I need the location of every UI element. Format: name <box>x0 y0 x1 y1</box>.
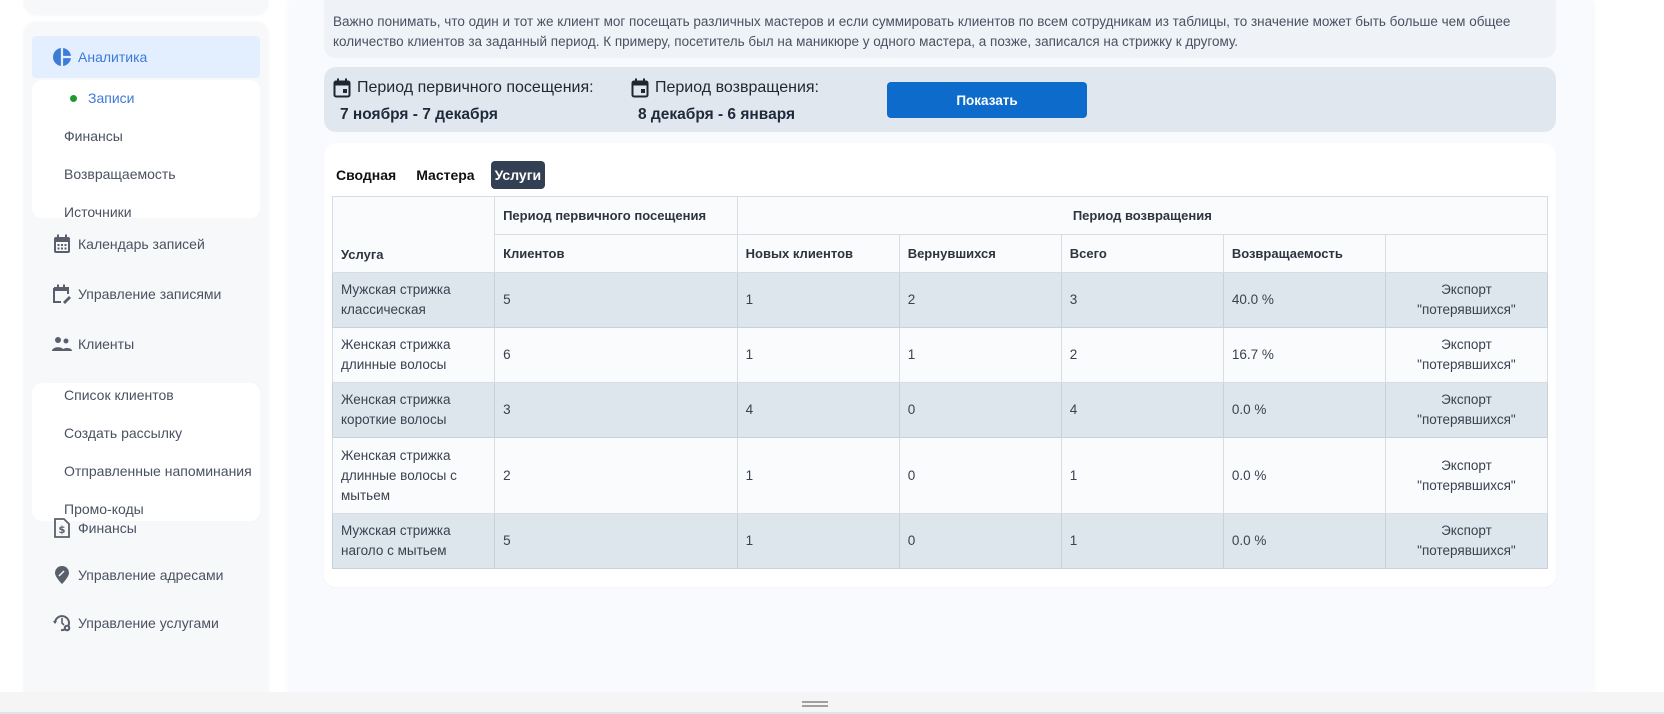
cell-new-clients: 4 <box>737 383 899 438</box>
sidebar-item-label: Управление адресами <box>78 567 224 583</box>
submenu-item-client-list[interactable]: Список клиентов <box>64 387 174 403</box>
column-header-new-clients: Новых клиентов <box>737 235 899 273</box>
export-lost-link[interactable]: Экспорт "потерявшихся" <box>1385 514 1547 569</box>
analytics-submenu <box>32 80 260 218</box>
sidebar-item-analytics[interactable] <box>32 36 260 78</box>
submenu-item-sent-reminders[interactable]: Отправленные напоминания <box>64 463 252 479</box>
drag-handle-icon[interactable] <box>802 701 828 707</box>
first-period-value[interactable]: 7 ноября - 7 декабря <box>340 106 498 123</box>
info-text: Важно понимать, что один и тот же клиент мог посещать различных мастеров и если суммировать клиентов по всем сотрудникам из таблицы, то значение может быть больше чем общее количество клиентов за заданный период. К примеру, посетитель был на маникюре у одного мастера, а позже, записался на стрижку к другому. <box>333 14 1511 49</box>
first-period-filter[interactable] <box>333 77 594 124</box>
first-period-label: Период первичного посещения: <box>357 79 594 96</box>
submenu-item-sources[interactable]: Источники <box>64 204 132 220</box>
calendar-icon <box>52 234 72 254</box>
cell-clients: 3 <box>495 383 738 438</box>
export-lost-link[interactable]: Экспорт "потерявшихся" <box>1385 383 1547 438</box>
clients-submenu <box>32 383 260 521</box>
sidebar-item-services[interactable] <box>32 602 260 644</box>
submenu-item-bookings[interactable] <box>88 88 134 108</box>
cell-service: Женская стрижка длинные волосы с мытьем <box>333 438 495 514</box>
sidebar-item-label: Управление записями <box>78 286 222 302</box>
sidebar-item-clients[interactable] <box>32 323 260 365</box>
cell-new-clients: 1 <box>737 328 899 383</box>
invoice-dollar-icon <box>52 518 72 538</box>
info-notice <box>324 0 1556 58</box>
tab-services[interactable]: Услуги <box>491 161 546 189</box>
column-header-service: Услуга <box>333 197 495 273</box>
column-header-export <box>1385 235 1547 273</box>
cell-returned: 0 <box>899 383 1061 438</box>
column-header-total: Всего <box>1061 235 1223 273</box>
cell-returned: 0 <box>899 514 1061 569</box>
column-header-returned: Вернувшихся <box>899 235 1061 273</box>
pie-chart-icon <box>52 47 72 67</box>
return-period-filter[interactable] <box>631 77 819 124</box>
table-row <box>333 514 1548 569</box>
submenu-item-create-mailing[interactable]: Создать рассылку <box>64 425 183 441</box>
main-content <box>290 0 1592 692</box>
active-dot-icon <box>70 95 77 102</box>
tab-masters[interactable]: Мастера <box>416 167 475 183</box>
submenu-item-promo-codes[interactable]: Промо-коды <box>64 501 144 517</box>
sidebar-top-card <box>24 0 268 14</box>
svg-text:$: $ <box>58 525 66 536</box>
cell-total: 3 <box>1061 273 1223 328</box>
cell-total: 1 <box>1061 438 1223 514</box>
cell-service: Женская стрижка короткие волосы <box>333 383 495 438</box>
sidebar-item-calendar[interactable] <box>32 223 260 265</box>
group-header-first-period: Период первичного посещения <box>495 197 738 235</box>
submenu-item-retention[interactable]: Возвращаемость <box>64 166 176 182</box>
return-period-value[interactable]: 8 декабря - 6 января <box>638 106 796 123</box>
cell-total: 1 <box>1061 514 1223 569</box>
return-period-label: Период возвращения: <box>655 79 819 96</box>
period-filter-bar <box>324 67 1556 132</box>
group-header-return-period: Период возвращения <box>737 197 1547 235</box>
cell-retention: 40.0 % <box>1223 273 1385 328</box>
cell-clients: 2 <box>495 438 738 514</box>
calendar-icon <box>631 78 649 98</box>
sidebar-item-label: Финансы <box>78 520 137 536</box>
export-lost-link[interactable]: Экспорт "потерявшихся" <box>1385 273 1547 328</box>
sidebar-item-label: Управление услугами <box>78 615 219 631</box>
cell-new-clients: 1 <box>737 273 899 328</box>
cell-retention: 0.0 % <box>1223 438 1385 514</box>
table-row <box>333 438 1548 514</box>
cell-total: 4 <box>1061 383 1223 438</box>
tab-summary[interactable]: Сводная <box>336 167 397 183</box>
cell-total: 2 <box>1061 328 1223 383</box>
cell-clients: 6 <box>495 328 738 383</box>
cell-returned: 0 <box>899 438 1061 514</box>
cell-clients: 5 <box>495 514 738 569</box>
bottom-resize-bar[interactable] <box>0 692 1664 714</box>
table-row <box>333 273 1548 328</box>
submenu-item-finance[interactable]: Финансы <box>64 128 123 144</box>
column-header-clients: Клиентов <box>495 235 738 273</box>
sidebar-item-label: Аналитика <box>78 49 148 65</box>
cell-service: Мужская стрижка классическая <box>333 273 495 328</box>
cell-clients: 5 <box>495 273 738 328</box>
cell-returned: 1 <box>899 328 1061 383</box>
report-tabs <box>332 161 557 189</box>
location-pin-icon <box>52 565 72 585</box>
sidebar-item-addresses[interactable] <box>32 554 260 596</box>
cell-new-clients: 1 <box>737 514 899 569</box>
sidebar-item-manage-bookings[interactable] <box>32 273 260 315</box>
cell-retention: 0.0 % <box>1223 383 1385 438</box>
sidebar-item-label: Календарь записей <box>78 236 205 252</box>
submenu-label: Записи <box>88 90 135 106</box>
report-card <box>324 143 1556 587</box>
cell-new-clients: 1 <box>737 438 899 514</box>
sidebar <box>0 0 290 692</box>
table-row <box>333 328 1548 383</box>
sidebar-nav-card <box>24 22 268 712</box>
column-header-retention: Возвращаемость <box>1223 235 1385 273</box>
sidebar-item-label: Клиенты <box>78 336 135 352</box>
cell-service: Мужская стрижка наголо с мытьем <box>333 514 495 569</box>
history-gear-icon <box>52 613 72 633</box>
table-row <box>333 383 1548 438</box>
calendar-edit-icon <box>52 284 72 304</box>
show-button[interactable]: Показать <box>887 82 1087 118</box>
sidebar-item-finance[interactable] <box>32 507 260 549</box>
export-lost-link[interactable]: Экспорт "потерявшихся" <box>1385 328 1547 383</box>
cell-retention: 0.0 % <box>1223 514 1385 569</box>
cell-service: Женская стрижка длинные волосы <box>333 328 495 383</box>
calendar-icon <box>333 78 351 98</box>
cell-retention: 16.7 % <box>1223 328 1385 383</box>
cell-returned: 2 <box>899 273 1061 328</box>
export-lost-link[interactable]: Экспорт "потерявшихся" <box>1385 438 1547 514</box>
people-icon <box>52 334 72 354</box>
services-report-table <box>332 196 1548 569</box>
